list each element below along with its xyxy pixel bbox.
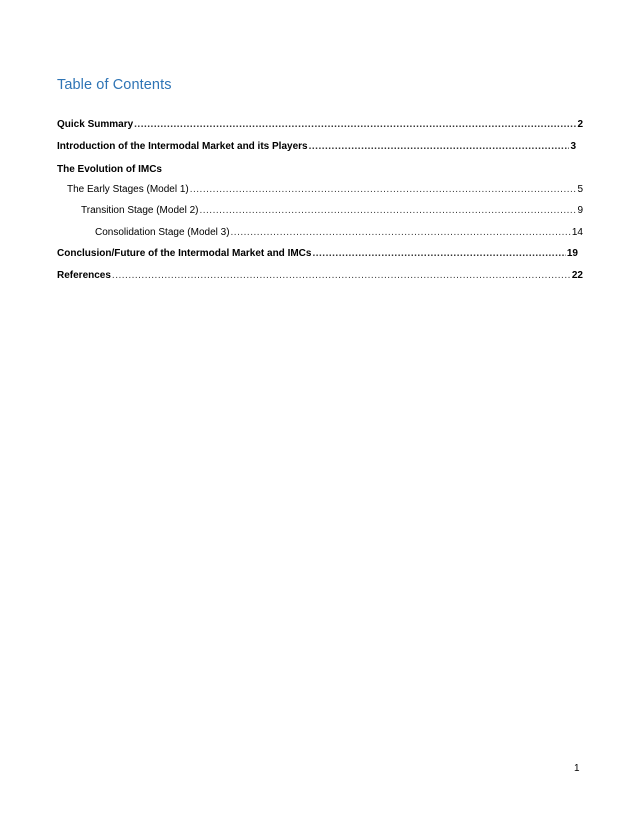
page-number: 1 [574,763,580,774]
toc-entry-page: 19 [566,248,578,259]
toc-entry-introduction[interactable] [57,141,576,153]
toc-entry-evolution-of-imcs[interactable]: The Evolution of IMCs [57,164,162,175]
toc-entry-title: Quick Summary [57,119,134,130]
toc-heading: Table of Contents [57,77,172,93]
toc-entry-page: 3 [570,141,576,152]
toc-entry-page: 14 [571,227,583,238]
toc-entry-early-stages[interactable] [67,184,583,196]
toc-entry-page: 22 [571,270,583,281]
dot-leader [190,184,577,196]
toc-entry-transition-stage[interactable] [81,205,583,217]
toc-entry-title: Introduction of the Intermodal Market and its Players [57,141,308,152]
dot-leader [309,141,570,153]
toc-entry-page: 5 [577,184,583,195]
toc-entry-consolidation-stage[interactable] [95,227,583,239]
toc-entry-references[interactable] [57,270,583,282]
toc-entry-quick-summary[interactable] [57,119,583,131]
dot-leader [112,270,571,282]
dot-leader [231,227,571,239]
toc-entry-title: References [57,270,111,281]
dot-leader [134,119,576,131]
toc-entry-title: Transition Stage (Model 2) [81,205,199,216]
toc-entry-title: Conclusion/Future of the Intermodal Market and IMCs [57,248,312,259]
toc-entry-conclusion[interactable] [57,248,578,260]
toc-entry-page: 9 [577,205,583,216]
toc-entry-title: The Early Stages (Model 1) [67,184,189,195]
toc-entry-page: 2 [577,119,583,130]
dot-leader [199,205,576,217]
toc-entry-title: Consolidation Stage (Model 3) [95,227,230,238]
dot-leader [312,248,565,260]
